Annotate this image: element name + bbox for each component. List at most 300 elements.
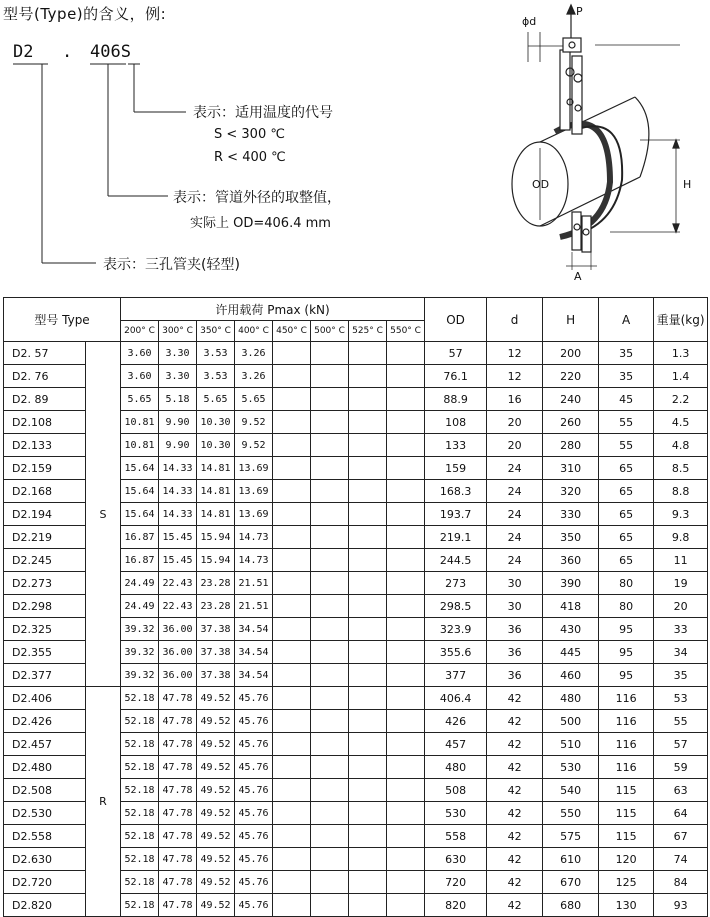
load-cell: 36.00 [159, 641, 197, 664]
type-cell: D2. 89 [4, 388, 86, 411]
empty-load-cell [273, 687, 311, 710]
load-cell: 45.76 [235, 802, 273, 825]
weight-cell: 53 [654, 687, 708, 710]
load-cell: 13.69 [235, 457, 273, 480]
type-header: 型号 Type [4, 298, 121, 342]
h-cell: 445 [543, 641, 599, 664]
empty-load-cell [387, 365, 425, 388]
empty-load-cell [273, 572, 311, 595]
od-cell: 457 [425, 733, 487, 756]
od-cell: 355.6 [425, 641, 487, 664]
d-cell: 42 [487, 825, 543, 848]
empty-load-cell [273, 526, 311, 549]
pipe-clamp-diagram [500, 2, 705, 292]
weight-cell: 93 [654, 894, 708, 917]
empty-load-cell [273, 710, 311, 733]
code-dot: . [62, 42, 73, 62]
h-cell: 320 [543, 480, 599, 503]
temp-group-cell: S [86, 342, 121, 687]
d-cell: 16 [487, 388, 543, 411]
empty-load-cell [273, 756, 311, 779]
load-cell: 24.49 [121, 595, 159, 618]
temp-code-note: 表示：适用温度的代号 [193, 105, 333, 121]
weight-header: 重量(kg) [654, 298, 708, 342]
load-cell: 15.45 [159, 549, 197, 572]
empty-load-cell [311, 894, 349, 917]
load-cell: 15.64 [121, 503, 159, 526]
a-cell: 116 [599, 687, 654, 710]
d-cell: 24 [487, 480, 543, 503]
load-cell: 49.52 [197, 802, 235, 825]
load-cell: 45.76 [235, 756, 273, 779]
load-cell: 14.33 [159, 480, 197, 503]
load-cell: 37.38 [197, 641, 235, 664]
d-cell: 42 [487, 848, 543, 871]
a-label: A [574, 270, 582, 283]
empty-load-cell [311, 733, 349, 756]
temp-header: 350° C [197, 321, 235, 342]
empty-load-cell [311, 595, 349, 618]
h-cell: 550 [543, 802, 599, 825]
a-cell: 65 [599, 457, 654, 480]
r-code-line: R < 400 ℃ [214, 150, 286, 165]
weight-cell: 35 [654, 664, 708, 687]
type-cell: D2.508 [4, 779, 86, 802]
empty-load-cell [311, 710, 349, 733]
h-cell: 330 [543, 503, 599, 526]
load-cell: 16.87 [121, 549, 159, 572]
a-cell: 35 [599, 365, 654, 388]
empty-load-cell [273, 411, 311, 434]
empty-load-cell [387, 825, 425, 848]
type-cell: D2.406 [4, 687, 86, 710]
empty-load-cell [349, 365, 387, 388]
empty-load-cell [311, 779, 349, 802]
load-cell: 22.43 [159, 595, 197, 618]
load-cell: 45.76 [235, 871, 273, 894]
type-cell: D2.630 [4, 848, 86, 871]
d-cell: 24 [487, 526, 543, 549]
type-cell: D2.108 [4, 411, 86, 434]
d-cell: 24 [487, 457, 543, 480]
load-cell: 14.81 [197, 457, 235, 480]
type-cell: D2.298 [4, 595, 86, 618]
load-cell: 34.54 [235, 641, 273, 664]
load-cell: 49.52 [197, 710, 235, 733]
d-cell: 36 [487, 618, 543, 641]
empty-load-cell [349, 641, 387, 664]
empty-load-cell [311, 457, 349, 480]
empty-load-cell [349, 457, 387, 480]
empty-load-cell [349, 411, 387, 434]
od-cell: 57 [425, 342, 487, 365]
load-cell: 13.69 [235, 480, 273, 503]
temp-header: 550° C [387, 321, 425, 342]
empty-load-cell [273, 549, 311, 572]
empty-load-cell [311, 802, 349, 825]
h-cell: 240 [543, 388, 599, 411]
load-cell: 47.78 [159, 710, 197, 733]
a-cell: 116 [599, 733, 654, 756]
load-cell: 49.52 [197, 894, 235, 917]
a-cell: 115 [599, 779, 654, 802]
empty-load-cell [349, 710, 387, 733]
a-cell: 65 [599, 503, 654, 526]
d-cell: 42 [487, 687, 543, 710]
od-cell: 377 [425, 664, 487, 687]
weight-cell: 1.3 [654, 342, 708, 365]
a-cell: 125 [599, 871, 654, 894]
empty-load-cell [273, 733, 311, 756]
od-cell: 508 [425, 779, 487, 802]
table-row [4, 687, 708, 710]
type-note: 表示：三孔管夹(轻型) [103, 257, 240, 273]
type-cell: D2.168 [4, 480, 86, 503]
load-p-label: P [576, 5, 583, 18]
weight-cell: 19 [654, 572, 708, 595]
weight-cell: 57 [654, 733, 708, 756]
load-cell: 3.30 [159, 365, 197, 388]
type-cell: D2.377 [4, 664, 86, 687]
d-cell: 42 [487, 710, 543, 733]
a-cell: 55 [599, 411, 654, 434]
empty-load-cell [273, 480, 311, 503]
empty-load-cell [387, 342, 425, 365]
empty-load-cell [311, 756, 349, 779]
empty-load-cell [387, 848, 425, 871]
temp-group-cell: R [86, 687, 121, 917]
type-cell: D2. 57 [4, 342, 86, 365]
od-cell: 193.7 [425, 503, 487, 526]
h-cell: 350 [543, 526, 599, 549]
load-header: 许用载荷 Pmax (kN) [121, 298, 425, 321]
load-cell: 3.60 [121, 342, 159, 365]
weight-cell: 1.4 [654, 365, 708, 388]
empty-load-cell [311, 365, 349, 388]
load-cell: 37.38 [197, 664, 235, 687]
load-cell: 24.49 [121, 572, 159, 595]
load-cell: 47.78 [159, 802, 197, 825]
type-cell: D2.558 [4, 825, 86, 848]
empty-load-cell [273, 894, 311, 917]
load-cell: 47.78 [159, 779, 197, 802]
h-cell: 530 [543, 756, 599, 779]
load-cell: 23.28 [197, 572, 235, 595]
empty-load-cell [273, 825, 311, 848]
weight-cell: 11 [654, 549, 708, 572]
empty-load-cell [387, 687, 425, 710]
h-cell: 480 [543, 687, 599, 710]
empty-load-cell [387, 549, 425, 572]
load-cell: 21.51 [235, 572, 273, 595]
load-cell: 52.18 [121, 825, 159, 848]
empty-load-cell [349, 871, 387, 894]
load-cell: 49.52 [197, 733, 235, 756]
s-code-line: S < 300 ℃ [214, 127, 285, 142]
od-label: OD [532, 178, 550, 191]
h-cell: 680 [543, 894, 599, 917]
a-cell: 65 [599, 480, 654, 503]
weight-cell: 34 [654, 641, 708, 664]
load-cell: 21.51 [235, 595, 273, 618]
empty-load-cell [273, 779, 311, 802]
temp-header: 450° C [273, 321, 311, 342]
empty-load-cell [387, 457, 425, 480]
load-cell: 52.18 [121, 871, 159, 894]
load-cell: 10.30 [197, 434, 235, 457]
load-cell: 47.78 [159, 848, 197, 871]
load-cell: 3.53 [197, 342, 235, 365]
empty-load-cell [387, 595, 425, 618]
empty-load-cell [387, 618, 425, 641]
weight-cell: 63 [654, 779, 708, 802]
load-cell: 10.81 [121, 434, 159, 457]
weight-cell: 4.8 [654, 434, 708, 457]
a-cell: 45 [599, 388, 654, 411]
empty-load-cell [273, 641, 311, 664]
empty-load-cell [273, 434, 311, 457]
empty-load-cell [387, 894, 425, 917]
od-cell: 219.1 [425, 526, 487, 549]
a-cell: 116 [599, 756, 654, 779]
a-cell: 95 [599, 641, 654, 664]
load-cell: 39.32 [121, 641, 159, 664]
a-cell: 80 [599, 572, 654, 595]
empty-load-cell [273, 595, 311, 618]
d-cell: 42 [487, 779, 543, 802]
load-cell: 49.52 [197, 779, 235, 802]
h-cell: 575 [543, 825, 599, 848]
empty-load-cell [387, 572, 425, 595]
weight-cell: 84 [654, 871, 708, 894]
a-cell: 115 [599, 802, 654, 825]
h-cell: 460 [543, 664, 599, 687]
empty-load-cell [349, 848, 387, 871]
od-example: 实际上 OD=406.4 mm [190, 216, 331, 231]
d-cell: 42 [487, 802, 543, 825]
load-cell: 23.28 [197, 595, 235, 618]
load-cell: 15.94 [197, 549, 235, 572]
h-cell: 510 [543, 733, 599, 756]
type-cell: D2.480 [4, 756, 86, 779]
od-cell: 480 [425, 756, 487, 779]
h-cell: 260 [543, 411, 599, 434]
load-cell: 45.76 [235, 733, 273, 756]
empty-load-cell [273, 618, 311, 641]
weight-cell: 74 [654, 848, 708, 871]
load-cell: 52.18 [121, 733, 159, 756]
empty-load-cell [387, 802, 425, 825]
empty-load-cell [311, 480, 349, 503]
load-cell: 49.52 [197, 687, 235, 710]
h-cell: 310 [543, 457, 599, 480]
empty-load-cell [311, 618, 349, 641]
load-cell: 45.76 [235, 687, 273, 710]
empty-load-cell [349, 664, 387, 687]
empty-load-cell [311, 871, 349, 894]
empty-load-cell [387, 388, 425, 411]
weight-cell: 64 [654, 802, 708, 825]
od-cell: 133 [425, 434, 487, 457]
od-cell: 558 [425, 825, 487, 848]
load-cell: 49.52 [197, 871, 235, 894]
empty-load-cell [273, 503, 311, 526]
page-title: 型号(Type)的含义，例: [3, 5, 167, 23]
empty-load-cell [387, 664, 425, 687]
load-cell: 5.18 [159, 388, 197, 411]
d-cell: 42 [487, 894, 543, 917]
empty-load-cell [387, 756, 425, 779]
empty-load-cell [273, 365, 311, 388]
d-cell: 20 [487, 434, 543, 457]
type-cell: D2.133 [4, 434, 86, 457]
load-cell: 45.76 [235, 825, 273, 848]
temp-header: 500° C [311, 321, 349, 342]
load-cell: 45.76 [235, 848, 273, 871]
a-header: A [599, 298, 654, 342]
load-cell: 52.18 [121, 802, 159, 825]
load-cell: 45.76 [235, 779, 273, 802]
type-cell: D2.245 [4, 549, 86, 572]
empty-load-cell [387, 526, 425, 549]
weight-cell: 55 [654, 710, 708, 733]
empty-load-cell [311, 503, 349, 526]
od-cell: 406.4 [425, 687, 487, 710]
empty-load-cell [387, 434, 425, 457]
load-cell: 49.52 [197, 756, 235, 779]
empty-load-cell [387, 480, 425, 503]
d-cell: 36 [487, 664, 543, 687]
empty-load-cell [273, 848, 311, 871]
table-row [4, 342, 708, 365]
load-cell: 9.90 [159, 411, 197, 434]
empty-load-cell [311, 641, 349, 664]
h-cell: 390 [543, 572, 599, 595]
d-cell: 30 [487, 572, 543, 595]
h-cell: 540 [543, 779, 599, 802]
d-cell: 36 [487, 641, 543, 664]
empty-load-cell [311, 388, 349, 411]
phi-d-label: ϕd [522, 15, 537, 28]
h-cell: 500 [543, 710, 599, 733]
d-cell: 24 [487, 503, 543, 526]
load-cell: 34.54 [235, 664, 273, 687]
empty-load-cell [311, 342, 349, 365]
load-cell: 52.18 [121, 848, 159, 871]
load-cell: 36.00 [159, 618, 197, 641]
d-cell: 42 [487, 733, 543, 756]
empty-load-cell [349, 595, 387, 618]
spec-table-body [4, 342, 708, 917]
type-cell: D2.457 [4, 733, 86, 756]
weight-cell: 9.8 [654, 526, 708, 549]
weight-cell: 8.5 [654, 457, 708, 480]
type-cell: D2.820 [4, 894, 86, 917]
empty-load-cell [349, 526, 387, 549]
load-cell: 3.26 [235, 365, 273, 388]
load-cell: 5.65 [121, 388, 159, 411]
od-cell: 426 [425, 710, 487, 733]
load-cell: 52.18 [121, 779, 159, 802]
empty-load-cell [387, 411, 425, 434]
load-cell: 22.43 [159, 572, 197, 595]
type-cell: D2.720 [4, 871, 86, 894]
weight-cell: 2.2 [654, 388, 708, 411]
load-cell: 5.65 [235, 388, 273, 411]
empty-load-cell [349, 825, 387, 848]
empty-load-cell [387, 503, 425, 526]
empty-load-cell [311, 526, 349, 549]
od-cell: 88.9 [425, 388, 487, 411]
load-cell: 36.00 [159, 664, 197, 687]
load-cell: 9.52 [235, 411, 273, 434]
load-cell: 13.69 [235, 503, 273, 526]
a-cell: 95 [599, 618, 654, 641]
od-cell: 720 [425, 871, 487, 894]
type-cell: D2.355 [4, 641, 86, 664]
empty-load-cell [273, 342, 311, 365]
empty-load-cell [387, 710, 425, 733]
h-label: H [683, 178, 692, 191]
d-cell: 12 [487, 342, 543, 365]
a-cell: 35 [599, 342, 654, 365]
od-cell: 323.9 [425, 618, 487, 641]
load-cell: 47.78 [159, 871, 197, 894]
h-cell: 670 [543, 871, 599, 894]
load-cell: 47.78 [159, 687, 197, 710]
empty-load-cell [349, 342, 387, 365]
load-cell: 3.26 [235, 342, 273, 365]
empty-load-cell [349, 687, 387, 710]
load-cell: 52.18 [121, 756, 159, 779]
empty-load-cell [349, 733, 387, 756]
empty-load-cell [273, 802, 311, 825]
load-cell: 45.76 [235, 710, 273, 733]
h-cell: 220 [543, 365, 599, 388]
load-cell: 3.30 [159, 342, 197, 365]
a-cell: 120 [599, 848, 654, 871]
empty-load-cell [387, 779, 425, 802]
empty-load-cell [311, 434, 349, 457]
weight-cell: 59 [654, 756, 708, 779]
h-cell: 610 [543, 848, 599, 871]
h-cell: 430 [543, 618, 599, 641]
type-cell: D2.273 [4, 572, 86, 595]
empty-load-cell [311, 549, 349, 572]
type-cell: D2. 76 [4, 365, 86, 388]
empty-load-cell [349, 572, 387, 595]
load-cell: 52.18 [121, 710, 159, 733]
empty-load-cell [349, 434, 387, 457]
load-cell: 49.52 [197, 825, 235, 848]
empty-load-cell [273, 871, 311, 894]
a-cell: 55 [599, 434, 654, 457]
load-cell: 9.90 [159, 434, 197, 457]
empty-load-cell [349, 549, 387, 572]
temp-header: 200° C [121, 321, 159, 342]
a-cell: 80 [599, 595, 654, 618]
empty-load-cell [311, 411, 349, 434]
type-cell: D2.194 [4, 503, 86, 526]
empty-load-cell [311, 848, 349, 871]
od-note: 表示：管道外径的取整值， [173, 190, 341, 206]
empty-load-cell [311, 687, 349, 710]
load-cell: 14.73 [235, 526, 273, 549]
type-cell: D2.219 [4, 526, 86, 549]
load-cell: 3.60 [121, 365, 159, 388]
empty-load-cell [387, 641, 425, 664]
load-cell: 47.78 [159, 756, 197, 779]
